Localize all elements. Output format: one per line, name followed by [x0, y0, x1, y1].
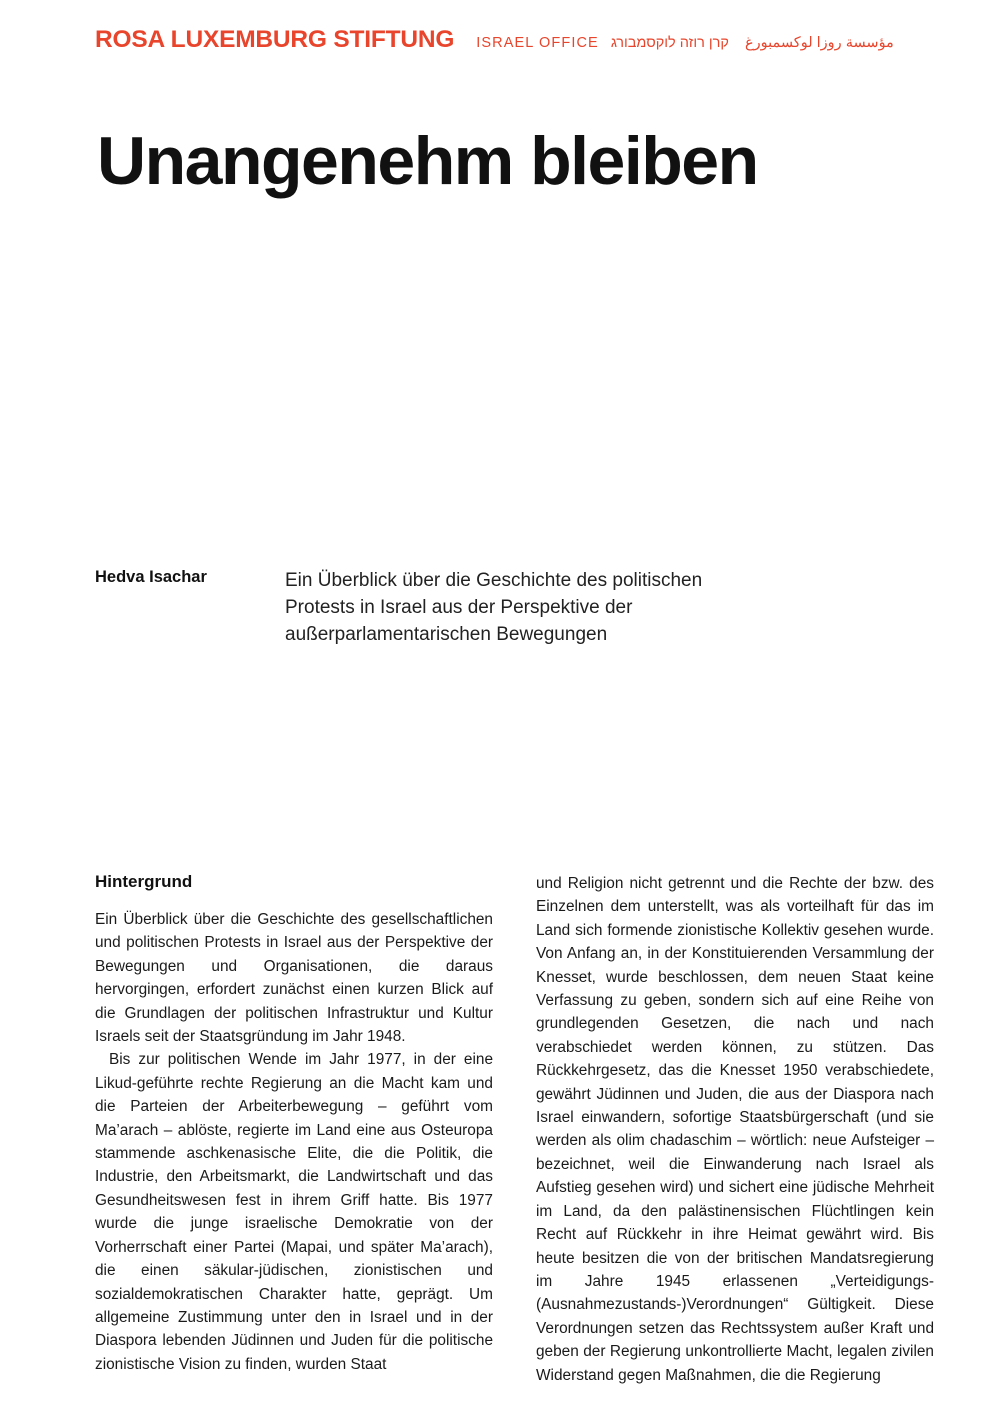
masthead	[95, 26, 910, 54]
paragraph: Bis zur politischen Wende im Jahr 1977, in der eine Likud-geführte rechte Regierung an die Macht kam und die Parteien der Arbeiterbewegung – geführt vom Ma’arach – ablöste, regierte im Land eine aus Osteuropa stammende aschkenasische Elite, die die Politik, die Industrie, den Arbeitsmarkt, die Landwirtschaft und das Gesundheitswesen fest in ihrem Griff hatte. Bis 1977 wurde die junge israelische Demokratie von der Vorherrschaft einer Partei (Mapai, und später Ma’arach), die einen säkular-jüdischen, zionistischen und sozialdemokratischen Charakter hatte, geprägt. Um allgemeine Zustimmung unter den in Israel und in der Diaspora lebenden Jüdinnen und Juden für die politische zionistische Vision zu finden, wurden Staat	[95, 1051, 493, 1373]
paragraph: und Religion nicht getrennt und die Rechte der bzw. des Einzelnen dem unterstellt, was als vorteilhaft für das im Land sich formende zionistische Kollektiv gesehen wurde. Von Anfang an, in der Konstituierenden Versammlung der Knesset, wurde beschlossen, dem neuen Staat keine Verfassung zu geben, sondern sich auf eine Reihe von grundlegenden Gesetzen, die nach und nach verabschiedet werden können, zu stützen. Das Rückkehrgesetz, das die Knesset 1950 verabschiedete, gewährt Jüdinnen und Juden, die aus der Diaspora nach Israel einwandern, sofortige Staatsbürgerschaft (und sie werden als olim chadaschim – wörtlich: neue Aufsteiger – bezeichnet, weil die Einwanderung nach Israel als Aufstieg gesehen wird) und sichert eine jüdische Mehrheit im Land, da den palästinensischen Flüchtlingen kein Recht auf Rückkehr in ihre Heimat gewährt wird. Bis heute besitzen die von der britischen Mandatsregierung im Jahre 1945 erlassenen „Verteidigungs-(Ausnahmezustands-)Verordnungen“ Gültigkeit. Diese Verordnungen setzen das Rechtssystem außer Kraft und geben der Regierung unkontrollierte Macht, legalen zivilen Widerstand gegen Maßnahmen, die die Regierung	[536, 875, 934, 1384]
column-left	[95, 872, 493, 1387]
organization-logo-text: ROSA LUXEMBURG STIFTUNG	[95, 26, 455, 53]
column-right	[536, 872, 934, 1387]
author-name: Hedva Isachar	[95, 568, 207, 586]
body-columns	[95, 872, 935, 1387]
document-subtitle: Ein Überblick über die Geschichte des politischen Protests in Israel aus der Perspektive der außerparlamentarischen Bewegungen	[285, 570, 703, 645]
office-label-arabic: مؤسسة روزا لوكسمبورغ	[744, 35, 894, 51]
section-heading: Hintergrund	[95, 872, 193, 891]
page-title: Unangenehm bleiben	[97, 122, 758, 199]
paragraph: Ein Überblick über die Geschichte des gesellschaftlichen und politischen Protests in Israel aus der Perspektive der Bewegungen und Organisationen, die daraus hervorgingen, erfordert zunächst einen kurzen Blick auf die Grundlagen der politischen Infrastruktur und Kultur Israels seit der Staatsgründung im Jahr 1948.	[95, 911, 493, 1046]
office-label-hebrew: קרן רוזה לוקסמבורג	[610, 35, 729, 51]
office-label-english: ISRAEL OFFICE	[476, 35, 599, 51]
